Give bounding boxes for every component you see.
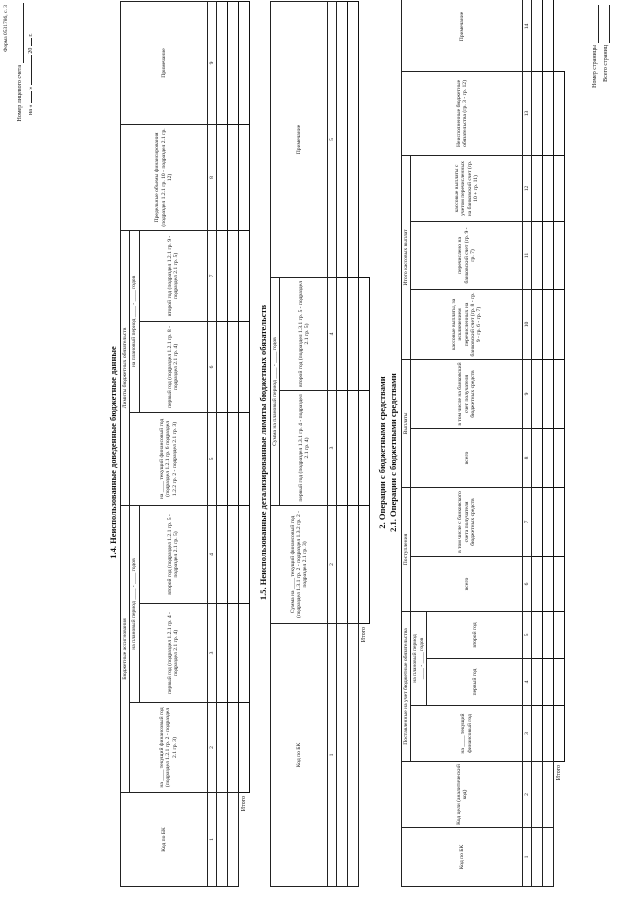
header-cash-incl: кассовые выплаты с учетом перечисленных на банковский счет (гр. 10 + гр. 11) <box>411 155 523 221</box>
col-number: 11 <box>523 221 532 289</box>
header-receipts: Поступления <box>402 488 411 612</box>
table-row <box>532 0 543 887</box>
header-payments: Выплаты <box>402 359 411 487</box>
header-receipts-incl: в том числе с банковского счета получателя бюджетных средств <box>411 488 523 557</box>
header-code: Код по БК <box>121 793 208 887</box>
col-number: 4 <box>207 505 216 603</box>
date-suffix: г. <box>28 33 34 37</box>
header-ba-plan-period: на плановый период ____ - ____ годов <box>130 505 139 702</box>
plan-years: годов <box>418 637 425 651</box>
header-second-year: второй год <box>427 612 523 659</box>
col-number: 2 <box>328 506 337 624</box>
header-registered: Поставленные на учет бюджетные обязательства <box>402 612 411 762</box>
date-row <box>28 3 34 115</box>
plan-period-label: на плановый период <box>131 318 138 368</box>
col-number: 8 <box>523 429 532 488</box>
header-note: Примечание <box>402 0 523 71</box>
header-ba-first-year: первый год (подраздел 1.2.1 гр. 4 - подраздел 2.1 гр. 4) <box>139 604 207 703</box>
header-cash-payments: Итого кассовых выплат <box>402 155 411 359</box>
table-row <box>337 2 348 887</box>
section-1-4-title: 1.4. Неиспользованные доведенные бюджетные данные <box>108 346 118 559</box>
header-transferred: перечислено на банковский счет (гр. 9 - гр. 7) <box>411 221 523 289</box>
plan-period-label: на плановый период <box>131 601 138 650</box>
header-lbo-plan-period: на плановый период ____ - ____ годов <box>130 230 139 412</box>
header-receipts-total: всего <box>411 557 523 612</box>
col-number: 5 <box>523 612 532 659</box>
col-number: 5 <box>207 412 216 505</box>
col-number: 8 <box>207 124 216 230</box>
plan-years: годов <box>131 558 138 572</box>
header-note: Примечание <box>121 1 208 124</box>
header-unused: Неисполненные бюджетные обязательства (гр. 3 - гр. 12) <box>402 71 523 155</box>
col-number: 14 <box>523 0 532 71</box>
col-number: 12 <box>523 155 532 221</box>
section-1-5-title: 1.5. Неиспользованные детализированные лимиты бюджетных обязательств <box>258 304 268 601</box>
page-number-label: Номер страницы <box>592 45 598 88</box>
form-code: Форма 0531786, с. 3 <box>3 5 9 52</box>
header-code: Код по БК <box>402 828 523 887</box>
col-number: 10 <box>523 289 532 359</box>
header-budget-limits: Лимиты бюджетных обязательств <box>121 230 130 505</box>
table-2-1 <box>401 0 565 887</box>
header-second-year: второй год (подраздел 1.3.1 гр. 5 - подраздел 2.1 гр. 5) <box>280 278 328 391</box>
total-label: Итого <box>556 765 563 781</box>
date-year: 20 <box>28 47 34 54</box>
table-row <box>348 2 359 887</box>
plan-dash: - <box>131 585 138 588</box>
col-number: 4 <box>523 659 532 706</box>
col-number: 6 <box>207 321 216 412</box>
total-row <box>238 1 249 886</box>
section-2-title: 2. Операции с бюджетными средствами <box>377 376 387 529</box>
col-number: 9 <box>523 359 532 428</box>
total-row <box>359 2 370 887</box>
col-number: 3 <box>328 391 337 506</box>
header-code: Код по БК <box>271 624 328 887</box>
table-1-4 <box>120 1 250 887</box>
plan-years: годов <box>131 275 138 289</box>
col-number: 7 <box>207 230 216 321</box>
header-lbo-first-year: первый год (подраздел 1.2.1 гр. 8 - подраздел 2.1 гр. 4) <box>139 321 207 412</box>
header-payments-total: всего <box>411 429 523 488</box>
date-prefix: на « <box>28 104 34 115</box>
plan-period-label: на плановый период <box>412 634 419 683</box>
account-label: Номер лицевого счета <box>17 65 23 122</box>
header-cash-excl: кассовые выплаты, за исключением перечисленных на банковский счет (гр. 8 - гр. 9 - гр. 6 - гр. 7) <box>411 289 523 359</box>
col-number: 1 <box>523 828 532 887</box>
col-number: 2 <box>523 762 532 828</box>
col-number: 2 <box>207 703 216 793</box>
page-number-line <box>598 5 599 43</box>
table-row <box>543 0 554 887</box>
col-number: 7 <box>523 488 532 557</box>
plan-dash: - <box>418 664 425 667</box>
header-plan-period: Сумма на плановый период ____ - ____ годов <box>271 278 280 506</box>
header-payments-incl: в том числе на банковский счет получателя бюджетных средств <box>411 359 523 428</box>
total-label: Итого <box>361 627 368 643</box>
header-goal-code: Код цели (аналитический код) <box>402 762 523 828</box>
header-current-year: Сумма на ____ текущий финансовый год (подраздел 1.3.1 гр. 2 - подраздел 1.3.2 гр. 2 - подраздел 2.1 гр. 3) <box>271 506 328 624</box>
section-2-1-subtitle: 2.1. Операции с бюджетными средствами <box>388 373 398 532</box>
col-number: 3 <box>523 706 532 762</box>
header-lbo-current-year: на ____ текущий финансовый год (подраздел 1.2.1 гр. 6 подраздел 1.2.2 гр. 2 - подраздел 2.1 гр. 3) <box>130 412 207 505</box>
header-ba-second-year: второй год (подраздел 1.2.1 гр. 5 - подраздел 2.1 гр. 5) <box>139 505 207 603</box>
header-finance-limit: Предельные объемы финансирования (подраздел 1.2.1 гр. 10 - подраздел 2.1 гр. 12) <box>121 124 208 230</box>
col-number: 1 <box>328 624 337 887</box>
total-row <box>554 0 565 887</box>
col-number: 4 <box>328 278 337 391</box>
header-first-year: первый год (подраздел 1.3.1 гр. 4 - подраздел 2.1 гр. 4) <box>280 391 328 506</box>
table-row <box>216 1 227 886</box>
header-budget-allocations: Бюджетные ассигнования <box>121 505 130 792</box>
col-number: 9 <box>207 1 216 124</box>
date-mid: » <box>28 86 34 90</box>
col-number: 3 <box>207 604 216 703</box>
col-number: 6 <box>523 557 532 612</box>
header-ba-current-year: на ____ текущий финансовый год (подраздел 1.2.1 гр. 2 - подраздел 2.1 гр. 3) <box>130 703 207 793</box>
plan-dash: - <box>131 302 138 305</box>
account-line <box>23 3 24 63</box>
col-number: 1 <box>207 793 216 887</box>
col-number: 13 <box>523 71 532 155</box>
header-lbo-second-year: второй год (подраздел 1.2.1 гр. 9 - подраздел 2.1 гр. 5) <box>139 230 207 321</box>
pages-total-label: Всего страниц <box>603 45 609 82</box>
table-row <box>227 1 238 886</box>
header-note: Примечание <box>271 2 328 278</box>
header-current-year: на ____ текущий финансовый год <box>411 706 523 762</box>
table-1-5 <box>270 1 370 887</box>
col-number: 5 <box>328 2 337 278</box>
header-plan-period: на плановый период ____ - ____ годов <box>411 612 427 706</box>
total-label: Итого <box>240 796 247 812</box>
header-first-year: первый год <box>427 659 523 706</box>
pages-total-line <box>609 5 610 43</box>
